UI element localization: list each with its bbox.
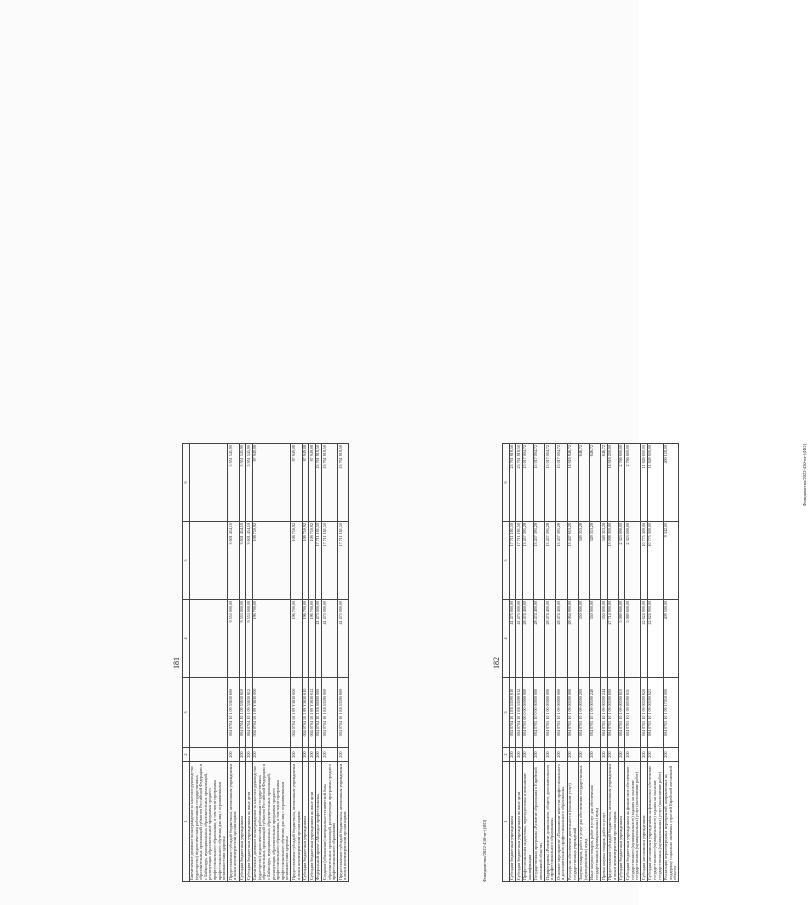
row-executed-cell: 17 711 181,50 (509, 522, 516, 600)
row-remaining-cell: 5 951 545,90 (228, 444, 239, 522)
row-approved-cell: 28 474 400,00 (545, 600, 556, 678)
row-executed-cell (189, 522, 228, 600)
table-row (246, 444, 253, 882)
row-approved-cell: 27 714 900,00 (607, 600, 618, 678)
col-header: 4 (503, 600, 510, 678)
row-classification-cell: 004 0704 10 1 E6 53590 612 (516, 678, 523, 748)
row-remaining-cell: 23 761 818,50 (315, 444, 322, 522)
row-remaining-cell: 87 949,08 (302, 444, 309, 522)
col-header: 2 (503, 748, 510, 762)
table-row (641, 444, 648, 882)
row-executed-cell: 10 775 300,00 (641, 522, 648, 600)
row-approved-cell: 196 700,00 (302, 600, 309, 678)
row-name-cell: Подпрограмма «Развитие дошкольного, общего, дополнительного и профессионального образования» (545, 762, 556, 882)
table-row (322, 444, 338, 882)
row-executed-cell: 3 601 454,10 (228, 522, 239, 600)
row-code-cell: 200 (663, 748, 679, 762)
row-code-cell: 200 (516, 748, 523, 762)
row-approved-cell: 350 000,00 (601, 600, 608, 678)
row-executed-cell: 9 342,00 (663, 522, 679, 600)
row-executed-cell: 17 711 181,50 (338, 522, 349, 600)
row-classification-cell: 004 0705 10 1 09 00590 620 (641, 678, 648, 748)
page-number: 181 (172, 657, 181, 669)
table-row (545, 444, 556, 882)
row-approved-cell: 28 064 900,00 (567, 600, 578, 678)
table-row (663, 444, 679, 882)
table-row (567, 444, 578, 882)
document-footer: Фоведомство/2022-430-пт-[(ИО] (802, 444, 807, 507)
row-remaining-cell: 14 616 200,00 (607, 444, 618, 522)
budget-table (182, 443, 349, 882)
row-classification-cell: 004 0704 10 1 E6 53590 600 (338, 678, 349, 748)
row-approved-cell: 22 624 900,00 (641, 600, 648, 678)
row-name-cell: Субсидии бюджетным учреждениям (618, 762, 625, 882)
row-code-cell: 200 (239, 748, 246, 762)
row-code-cell: 200 (522, 748, 533, 762)
row-executed-cell: 2 323 000,00 (618, 522, 625, 600)
table-row (607, 444, 618, 882)
row-remaining-cell: 23 761 818,50 (509, 444, 516, 522)
row-code-cell: 200 (315, 748, 322, 762)
row-classification-cell: 004 0704 10 1 09 53630 600 (228, 678, 239, 748)
row-code-cell: 200 (567, 748, 578, 762)
row-name-cell: Государственная программа «Развитие образования в Еврейской автономной области» (533, 762, 544, 882)
row-classification-cell: 004 0704 10 1 09 Y3630 000 (252, 678, 291, 748)
row-code-cell: 200 (618, 748, 625, 762)
row-approved-cell: 41 473 000,00 (322, 600, 338, 678)
row-name-cell: Основное мероприятие «Повышение качества профессионального и дополнительного профессионального образования» (556, 762, 567, 882)
row-executed-cell: 108 750,92 (309, 522, 316, 600)
row-remaining-cell: 15 017 004,72 (522, 444, 533, 522)
row-name-cell: Создание (обновление) материально-технической базы образовательных организаций, реализующих программы среднего профессионального образования (322, 762, 338, 882)
row-name-cell: Субсидии бюджетным учреждениям (509, 762, 516, 882)
row-classification-cell: 004 0704 10 1 09 Y3630 612 (309, 678, 316, 748)
table-row (239, 444, 246, 882)
row-remaining-cell: 5 951 545,90 (246, 444, 253, 522)
row-name-cell: Субсидии бюджетным учреждениям на иные цели (246, 762, 253, 882)
row-name-cell: Субсидии автономным учреждениям (641, 762, 648, 882)
row-classification-cell: 004 0705 00 0 00 00000 000 (522, 678, 533, 748)
row-remaining-cell: 14 616 846,72 (567, 444, 578, 522)
row-code-cell (189, 748, 228, 762)
table-row (315, 444, 322, 882)
row-code-cell: 200 (246, 748, 253, 762)
row-approved-cell (189, 600, 228, 678)
row-classification-cell (189, 678, 228, 748)
row-classification-cell: 004 0705 10 0 00 00000 000 (533, 678, 544, 748)
col-header: 3 (503, 678, 510, 748)
row-remaining-cell: 15 017 004,72 (545, 444, 556, 522)
row-executed-cell: 2 323 000,00 (625, 522, 641, 600)
row-approved-cell: 41 473 000,00 (338, 600, 349, 678)
row-classification-cell: 004 0704 10 1 E6 53590 610 (509, 678, 516, 748)
row-classification-cell: 004 0705 10 1 09 00590 610 (618, 678, 625, 748)
row-executed-cell: 108 750,92 (291, 522, 302, 600)
row-remaining-cell: 23 761 818,50 (338, 444, 349, 522)
row-approved-cell: 28 474 400,00 (556, 600, 567, 678)
table-row (516, 444, 523, 882)
row-code-cell: 200 (545, 748, 556, 762)
row-approved-cell: 28 474 400,00 (522, 600, 533, 678)
row-approved-cell: 5 089 600,00 (625, 600, 641, 678)
table-row (533, 444, 544, 882)
row-remaining-cell: 15 017 004,72 (533, 444, 544, 522)
row-remaining-cell: 646,72 (601, 444, 608, 522)
table-header-row (503, 444, 510, 882)
row-approved-cell: 196 700,00 (291, 600, 302, 678)
row-remaining-cell: 400 158,00 (663, 444, 679, 522)
col-header: 3 (183, 678, 190, 748)
col-header: 6 (503, 444, 510, 522)
col-header: 2 (183, 748, 190, 762)
row-classification-cell: 004 0705 10 1 09 00590 000 (567, 678, 578, 748)
row-code-cell: 200 (338, 748, 349, 762)
table-row (589, 444, 600, 882)
row-remaining-cell (189, 444, 228, 522)
row-executed-cell: 13 447 653,28 (567, 522, 578, 600)
document-footer: Фоведомство/2022-430-пт-[(ИО] (482, 819, 487, 882)
row-remaining-cell: 87 949,08 (252, 444, 291, 522)
col-header: 5 (503, 522, 510, 600)
row-approved-cell: 41 473 000,00 (315, 600, 322, 678)
row-classification-cell: 004 0705 10 1 09 00000 000 (556, 678, 567, 748)
row-code-cell: 200 (647, 748, 663, 762)
row-classification-cell: 004 0704 10 1 E6 00000 000 (315, 678, 322, 748)
row-executed-cell: 13 457 395,28 (545, 522, 556, 600)
row-code-cell: 200 (509, 748, 516, 762)
row-executed-cell: 17 711 181,50 (516, 522, 523, 600)
row-executed-cell: 3 601 454,10 (239, 522, 246, 600)
row-approved-cell: 196 700,00 (252, 600, 291, 678)
row-code-cell: 200 (322, 748, 338, 762)
row-classification-cell: 004 0705 10 1 09 17050 000 (663, 678, 679, 748)
table-row (522, 444, 533, 882)
row-code-cell: 200 (625, 748, 641, 762)
row-approved-cell: 9 553 000,00 (246, 600, 253, 678)
row-classification-cell: 004 0705 10 1 09 00590 200 (578, 678, 589, 748)
row-approved-cell: 409 500,00 (663, 600, 679, 678)
row-name-cell: Субсидии бюджетным учреждениям (239, 762, 246, 882)
table-row (252, 444, 291, 882)
row-code-cell: 200 (607, 748, 618, 762)
row-remaining-cell: 15 017 004,72 (556, 444, 567, 522)
row-code-cell: 200 (589, 748, 600, 762)
row-name-cell: Ежемесячное денежное вознаграждение за классное руководство (кураторство) педагогическим работникам государственных образовательных организаций субъектов Российской Федерации и г. Байконура, муниципальных образовательных организаций, реализующих образовательные программы среднего профессионального образования, в том числе программы профессионального обучения для лиц с ограниченными возможностями здоровья (252, 762, 291, 882)
row-approved-cell: 5 089 600,00 (618, 600, 625, 678)
row-approved-cell: 196 700,00 (309, 600, 316, 678)
table-row (601, 444, 608, 882)
row-classification-cell: 004 0704 10 1 09 Y3630 610 (302, 678, 309, 748)
row-name-cell: Федеральный проект «Молодые профессионалы» (315, 762, 322, 882)
row-classification-cell: 004 0704 10 1 09 53630 610 (239, 678, 246, 748)
table-row (578, 444, 589, 882)
row-executed-cell: 3 601 454,10 (246, 522, 253, 600)
row-name-cell: Предоставление субсидий бюджетным, автономным учреждениям и иным некоммерческим организациям (228, 762, 239, 882)
row-approved-cell: 28 474 400,00 (533, 600, 544, 678)
row-remaining-cell: 5 951 545,90 (239, 444, 246, 522)
row-name-cell: Реализация первоочередных мероприятий, направленных на поддержку социально значимых отраслей Еврейской автономной области (663, 762, 679, 882)
row-executed-cell: 108 750,92 (302, 522, 309, 600)
table-row (309, 444, 316, 882)
row-remaining-cell: 87 949,08 (309, 444, 316, 522)
row-name-cell: Субсидии бюджетным учреждениям на иные цели (309, 762, 316, 882)
row-approved-cell: 41 473 000,00 (516, 600, 523, 678)
row-remaining-cell: 11 849 600,00 (641, 444, 648, 522)
table-row (625, 444, 641, 882)
row-code-cell: 200 (601, 748, 608, 762)
table-row (189, 444, 228, 882)
table-row (556, 444, 567, 882)
row-remaining-cell: 646,72 (589, 444, 600, 522)
budget-table (502, 443, 679, 882)
col-header: 5 (183, 522, 190, 600)
row-name-cell: Прочая закупка товаров, работ и услуг (601, 762, 608, 882)
row-name-cell: Профессиональная подготовка, переподготовка и повышение квалификации (522, 762, 533, 882)
row-remaining-cell: 87 949,08 (291, 444, 302, 522)
col-header: 6 (183, 444, 190, 522)
row-executed-cell: 108 750,92 (252, 522, 291, 600)
row-classification-cell: 004 0705 10 1 00 00000 000 (545, 678, 556, 748)
row-name-cell: Иные закупки товаров, работ и услуг для обеспечения государственных (муниципальных) нужд (589, 762, 600, 882)
table-row (647, 444, 663, 882)
row-executed-cell: 13 457 395,28 (522, 522, 533, 600)
row-approved-cell: 22 624 900,00 (647, 600, 663, 678)
row-classification-cell: 004 0705 10 1 09 00590 244 (601, 678, 608, 748)
page-182 (490, 442, 810, 884)
table-header-row (183, 444, 190, 882)
row-name-cell: Предоставление субсидий бюджетным, автономным учреждениям и иным некоммерческим организациям (338, 762, 349, 882)
row-name-cell: Субсидии бюджетным учреждениям на иные цели (516, 762, 523, 882)
row-approved-cell: 9 553 000,00 (228, 600, 239, 678)
row-approved-cell: 41 473 000,00 (509, 600, 516, 678)
row-approved-cell: 350 000,00 (578, 600, 589, 678)
row-code-cell: 200 (252, 748, 291, 762)
table-row (338, 444, 349, 882)
row-remaining-cell: 646,72 (578, 444, 589, 522)
row-classification-cell: 004 0705 10 1 09 00590 621 (647, 678, 663, 748)
row-code-cell: 200 (291, 748, 302, 762)
row-executed-cell: 13 457 395,28 (556, 522, 567, 600)
row-remaining-cell: 2 766 600,00 (618, 444, 625, 522)
row-classification-cell: 004 0705 10 1 09 00590 600 (607, 678, 618, 748)
page-181 (170, 442, 490, 884)
row-executed-cell: 17 711 181,50 (315, 522, 322, 600)
row-remaining-cell: 11 849 600,00 (647, 444, 663, 522)
col-header: 1 (503, 762, 510, 882)
row-name-cell: Предоставление субсидий бюджетным, автономным учреждениям и иным некоммерческим организациям (291, 762, 302, 882)
row-approved-cell: 350 000,00 (589, 600, 600, 678)
col-header: 4 (183, 600, 190, 678)
row-executed-cell: 349 353,28 (578, 522, 589, 600)
row-code-cell: 200 (641, 748, 648, 762)
row-classification-cell: 004 0705 10 1 09 00590 611 (625, 678, 641, 748)
row-remaining-cell: 23 761 818,50 (322, 444, 338, 522)
row-code-cell: 200 (533, 748, 544, 762)
row-classification-cell: 004 0704 10 1 09 53630 612 (246, 678, 253, 748)
row-executed-cell: 17 711 181,50 (322, 522, 338, 600)
row-classification-cell: 004 0704 10 1 09 Y3630 600 (291, 678, 302, 748)
row-name-cell: Предоставление субсидий бюджетным, автономным учреждениям и иным некоммерческим организациям (607, 762, 618, 882)
table-row (291, 444, 302, 882)
table-row (618, 444, 625, 882)
row-executed-cell: 13 457 395,28 (533, 522, 544, 600)
row-executed-cell: 349 353,28 (589, 522, 600, 600)
row-classification-cell: 004 0705 10 1 09 00590 240 (589, 678, 600, 748)
row-name-cell: Субсидии бюджетным учреждениям (302, 762, 309, 882)
table-row (509, 444, 516, 882)
row-remaining-cell: 2 766 600,00 (625, 444, 641, 522)
row-executed-cell: 13 098 300,00 (607, 522, 618, 600)
table-row (302, 444, 309, 882)
page-number: 182 (492, 657, 501, 669)
row-code-cell: 200 (228, 748, 239, 762)
row-name-cell: Ежемесячное денежное вознаграждение за классное руководство (кураторство) педагогическим работникам государственных образовательных организаций субъектов Российской Федерации и г. Байконура, муниципальных образовательных организаций, реализующих образовательные программы среднего профессионального образования, в том числе программы профессионального обучения для лиц с ограниченными возможностями здоровья (189, 762, 228, 882)
row-name-cell: Расходы на обеспечение деятельности (оказание услуг) государственных учреждений (567, 762, 578, 882)
row-code-cell: 200 (556, 748, 567, 762)
row-approved-cell: 9 553 000,00 (239, 600, 246, 678)
col-header: 1 (183, 762, 190, 882)
row-remaining-cell: 23 761 818,50 (516, 444, 523, 522)
row-code-cell: 200 (309, 748, 316, 762)
row-classification-cell: 004 0704 10 1 E6 53590 000 (322, 678, 338, 748)
row-executed-cell: 349 353,28 (601, 522, 608, 600)
row-name-cell: Закупка товаров, работ и услуг для обеспечения государственных (муниципальных) нужд (578, 762, 589, 882)
row-code-cell: 200 (302, 748, 309, 762)
row-name-cell: Субсидии автономным учреждениям на финансовое обеспечение государственного (муниципального) задания на оказание государственных (муниципальных) услуг (выполнение работ) (647, 762, 663, 882)
row-executed-cell: 10 775 300,00 (647, 522, 663, 600)
row-name-cell: Субсидии бюджетным учреждениям на финансовое обеспечение государственного (муниципального) задания на оказание государственных (муниципальных) услуг (выполнение работ) (625, 762, 641, 882)
table-row (228, 444, 239, 882)
row-code-cell: 200 (578, 748, 589, 762)
